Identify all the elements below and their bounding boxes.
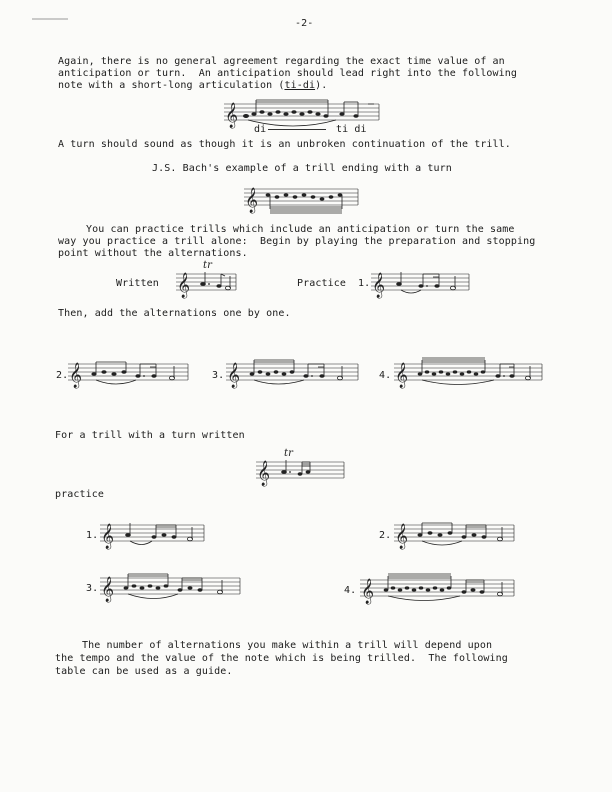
svg-text:𝄞: 𝄞 bbox=[257, 461, 271, 486]
turn-written-sentence: For a trill with a turn written bbox=[55, 430, 245, 441]
example-number-4: 4. bbox=[379, 370, 392, 381]
svg-text:𝄞: 𝄞 bbox=[395, 363, 409, 388]
example-number-2: 2. bbox=[56, 370, 69, 381]
label-di: di bbox=[254, 124, 267, 135]
turn-practice-2-staff bbox=[394, 521, 518, 549]
paragraph3-line1: The number of alternations you make within a trill will depend upon bbox=[82, 640, 493, 651]
paragraph2-line2: way you practice a trill alone: Begin by playing the preparation and stopping bbox=[58, 236, 536, 247]
written-example-staff bbox=[176, 270, 240, 298]
trill-mark: tr bbox=[203, 260, 212, 271]
practice-example-4-staff bbox=[394, 360, 546, 388]
turn-number-2: 2. bbox=[379, 530, 392, 541]
turn-practice-4-staff bbox=[360, 576, 518, 604]
turn-number-1: 1. bbox=[86, 530, 99, 541]
svg-text:𝄞: 𝄞 bbox=[101, 524, 115, 549]
label-ti-di: ti di bbox=[336, 124, 367, 135]
svg-text:𝄞: 𝄞 bbox=[227, 363, 241, 388]
svg-text:𝄞: 𝄞 bbox=[225, 103, 239, 128]
paragraph3-line2: the tempo and the value of the note which is being trilled. The following bbox=[55, 653, 508, 664]
bach-caption: J.S. Bach's example of a trill ending with a turn bbox=[152, 163, 452, 174]
paragraph2-line1: You can practice trills which include an anticipation or turn the same bbox=[86, 224, 515, 235]
turn-number-4: 4. bbox=[344, 585, 357, 596]
paragraph3-line3: table can be used as a guide. bbox=[55, 666, 233, 677]
svg-text:𝄞: 𝄞 bbox=[395, 524, 409, 549]
paragraph1-line1: Again, there is no general agreement regarding the exact time value of an bbox=[58, 56, 505, 67]
turn-written-staff bbox=[256, 458, 348, 486]
then-sentence: Then, add the alternations one by one. bbox=[58, 308, 291, 319]
paragraph1-line2: anticipation or turn. An anticipation should lead right into the following bbox=[58, 68, 518, 79]
scan-smudge bbox=[32, 18, 68, 20]
turn-sentence: A turn should sound as though it is an unbroken continuation of the trill. bbox=[58, 139, 511, 150]
turn-practice-1-staff bbox=[100, 521, 208, 549]
practice-example-2-staff bbox=[68, 360, 190, 388]
ti-di-syllables: ti-di bbox=[284, 80, 316, 91]
dash-line bbox=[268, 129, 326, 130]
example-number-3: 3. bbox=[212, 370, 225, 381]
written-label: Written bbox=[116, 278, 159, 289]
practice-example-3-staff bbox=[226, 360, 362, 388]
paragraph1-line3-after: ). bbox=[315, 80, 328, 91]
practice-label: Practice bbox=[297, 278, 346, 289]
svg-text:𝄞: 𝄞 bbox=[69, 363, 83, 388]
practice-number-1: 1. bbox=[358, 278, 371, 289]
paragraph1-line3-before: note with a short-long articulation ( bbox=[58, 80, 285, 91]
practice-word: practice bbox=[55, 489, 104, 500]
turn-number-3: 3. bbox=[86, 583, 99, 594]
trill-mark-2: tr bbox=[284, 448, 293, 459]
paragraph1-line3 bbox=[58, 80, 327, 93]
turn-practice-3-staff bbox=[100, 574, 244, 602]
svg-text:𝄞: 𝄞 bbox=[361, 579, 375, 604]
svg-text:𝄞: 𝄞 bbox=[101, 577, 115, 602]
svg-text:𝄞: 𝄞 bbox=[372, 273, 386, 298]
svg-text:𝄞: 𝄞 bbox=[177, 273, 191, 298]
bach-example-staff bbox=[244, 185, 364, 215]
page-number: -2- bbox=[295, 18, 314, 29]
paragraph2-line3: point without the alternations. bbox=[58, 248, 248, 259]
svg-text:𝄞: 𝄞 bbox=[245, 188, 259, 213]
practice-example-1-staff bbox=[371, 270, 471, 298]
